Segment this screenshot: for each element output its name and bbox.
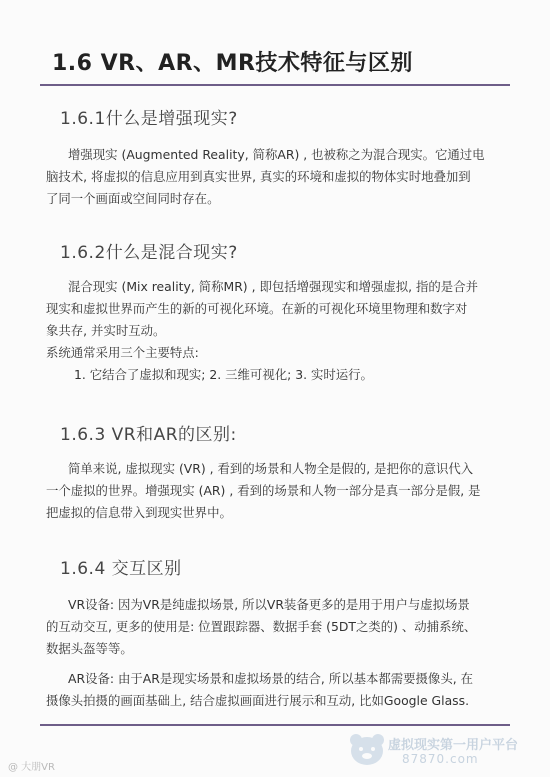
watermark-slogan: 虚拟现实第一用户平台 — [388, 738, 519, 753]
section-heading-ar: 1.6.1什么是增强现实? — [60, 109, 238, 129]
section-body-vr-ar — [46, 458, 506, 524]
paragraph-line: 脑技术, 将虚拟的信息应用到真实世界, 真实的环境和虚拟的物体实时地叠加到 — [46, 169, 471, 184]
section-body-ar-devices — [46, 668, 506, 712]
watermark-domain: 87870.com — [402, 752, 479, 766]
section-heading-mr: 1.6.2什么是混合现实? — [60, 243, 238, 263]
watermark-left: @ 大朋VR — [8, 762, 55, 773]
title-divider — [40, 84, 510, 86]
section-body-ar — [46, 144, 506, 210]
paragraph-line: AR设备: 由于AR是现实场景和虚拟场景的结合, 所以基本都需要摄像头, 在 — [68, 671, 473, 686]
paragraph-line: 把虚拟的信息带入到现实世界中。 — [46, 505, 232, 520]
paragraph-line: 的互动交互, 更多的使用是: 位置跟踪器、数据手套 (5DT之类的) 、动捕系统、 — [46, 619, 477, 634]
section-heading-interaction: 1.6.4 交互区别 — [60, 559, 182, 579]
paragraph-line: 一个虚拟的世界。增强现实 (AR) , 看到的场景和人物一部分是真一部分是假, 是 — [46, 483, 481, 498]
paragraph-line: 简单来说, 虚拟现实 (VR) , 看到的场景和人物全是假的, 是把你的意识代入 — [68, 461, 474, 476]
paragraph-line: 混合现实 (Mix reality, 简称MR) , 即包括增强现实和增强虚拟, 指的是合并 — [68, 279, 478, 294]
paragraph-line: 数据头盔等等。 — [46, 641, 133, 656]
page-title: 1.6 VR、AR、MR技术特征与区别 — [52, 51, 413, 76]
feature-list: 1. 它结合了虚拟和现实; 2. 三维可视化; 3. 实时运行。 — [74, 367, 373, 382]
paragraph-line: 增强现实 (Augmented Reality, 简称AR) , 也被称之为混合现实。它通过电 — [68, 147, 485, 162]
paragraph-line: 现实和虚拟世界而产生的新的可视化环境。在新的可视化环境里物理和数字对 — [46, 301, 468, 316]
paragraph-line: 系统通常采用三个主要特点: — [46, 345, 199, 360]
paragraph-line: 了同一个画面或空间同时存在。 — [46, 191, 220, 206]
watermark-right — [348, 728, 548, 776]
bear-logo-icon — [348, 732, 386, 766]
footer-divider — [40, 724, 510, 726]
section-heading-vr-ar: 1.6.3 VR和AR的区别: — [60, 425, 237, 445]
section-body-mr — [46, 276, 506, 386]
paragraph-line: VR设备: 因为VR是纯虚拟场景, 所以VR装备更多的是用于用户与虚拟场景 — [68, 597, 470, 612]
paragraph-line: 象共存, 并实时互动。 — [46, 323, 166, 338]
section-body-vr-devices — [46, 594, 506, 660]
paragraph-line: 摄像头拍摄的画面基础上, 结合虚拟画面进行展示和互动, 比如Google Glass. — [46, 693, 470, 708]
